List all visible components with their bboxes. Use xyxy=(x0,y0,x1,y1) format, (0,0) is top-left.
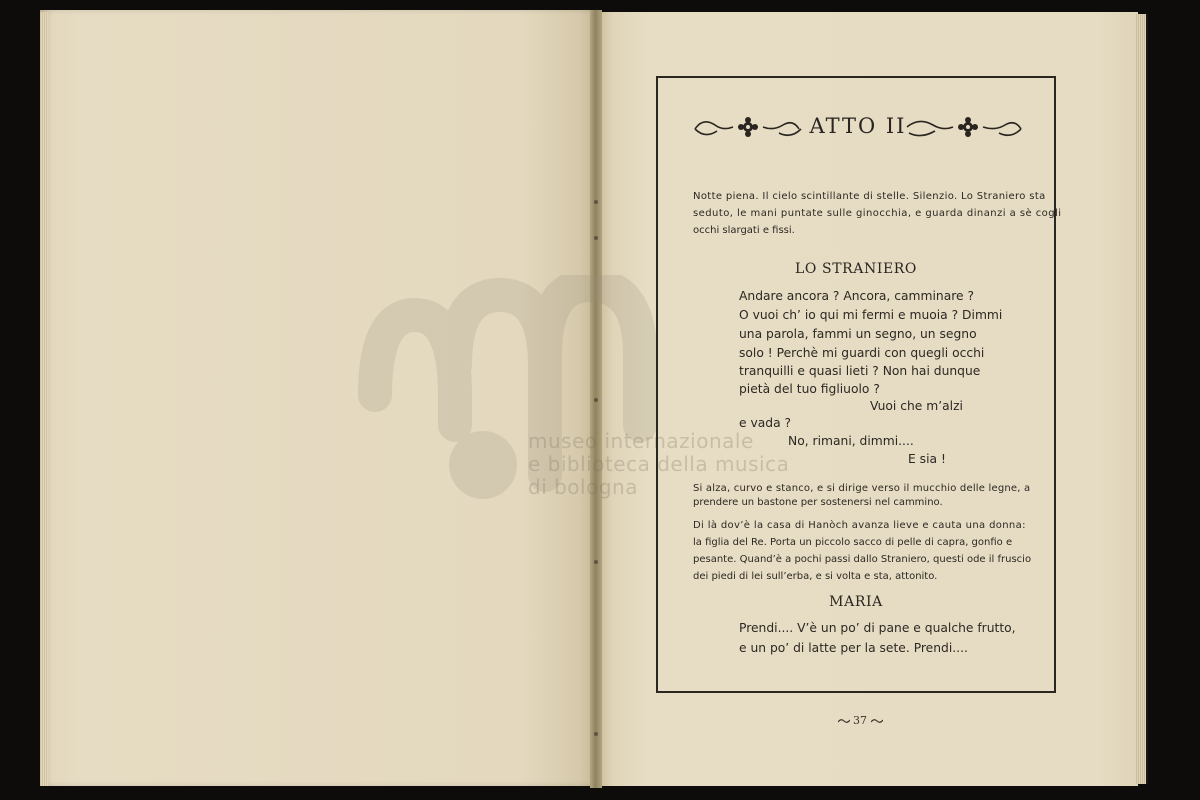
stage-direction-rise: Si alza, curvo e stanco, e si dirige verso il mucchio delle legne, a prendere un bastone per sostenersi nel cammino. xyxy=(693,483,1031,508)
binding-stitch xyxy=(594,200,598,204)
stage-direction-opening: Notte piena. Il cielo scintillante di stelle. Silenzio. Lo Straniero sta seduto, le mani puntate sulle ginocchia, e guarda dinanzi a sè cogli occhi slargati e fissi. xyxy=(693,191,1062,236)
binding-stitch xyxy=(594,560,598,564)
left-flourish-icon xyxy=(838,718,850,724)
stage-direction-maria-enters: Di là dov’è la casa di Hanòch avanza lieve e cauta una donna: la figlia del Re. Porta un piccolo sacco di pelle di capra, gonfio e pesante. Quand’è a pochi passi dallo Straniero, questi ode il fruscio dei piedi di lei sull’erba, e si volta e sta, attonito. xyxy=(693,520,1032,582)
speaker-maria: MARIA xyxy=(829,594,883,610)
right-flourish-icon xyxy=(871,718,883,724)
speaker-lo-straniero: LO STRANIERO xyxy=(794,261,918,277)
right-page-edge xyxy=(1136,14,1148,784)
book-spread: museo internazionale e biblioteca della musica di bologna ATTO II Notte piena. Il cielo scintillante di stelle. Silenzio. Lo Straniero sta seduto, le mani puntate sulle ginocchia, e guarda dinanzi a sè cogli occhi slargati e fissi. LO STRANIERO Andare ancora ? Ancora, camminare ? O vuoi ch’ io qui mi fermi e muoia ? Dimmi una parola, fammi un segno, un segno solo ! Perchè mi guardi con quegli occhi tranquilli e quasi lieti ? Non hai dunque pietà del tuo figliuolo ? Vuoi che m’alzi e vada ? No, rimani, dimmi.... E sia ! Si alza, curvo e stanco, e si dirige verso il mucchio delle legne, a prendere un bastone per sostenersi nel cammino. Di là dov’è la casa di Hanòch avanza lieve e cauta una donna: la figlia del Re. Porta un piccolo sacco di pelle di capra, gonfio e pesante. Quand’è a pochi passi dallo Straniero, questi ode il fruscio dei piedi di lei sull’erba, e si volta e sta, attonito. MARIA Prendi.... V’è un po’ di pane e qualche frutto, e un po’ di latte per la sete. Prendi.... 37 xyxy=(0,0,1200,800)
act-title: ATTO II xyxy=(809,114,907,138)
binding-stitch xyxy=(594,236,598,240)
left-page-edge xyxy=(40,12,48,786)
binding-stitch xyxy=(594,732,598,736)
watermark-text: museo internazionale e biblioteca della musica di bologna xyxy=(528,429,790,499)
right-floral-ornament-icon xyxy=(903,115,1023,141)
page-number: 37 xyxy=(820,714,900,727)
act-header xyxy=(693,112,1023,142)
